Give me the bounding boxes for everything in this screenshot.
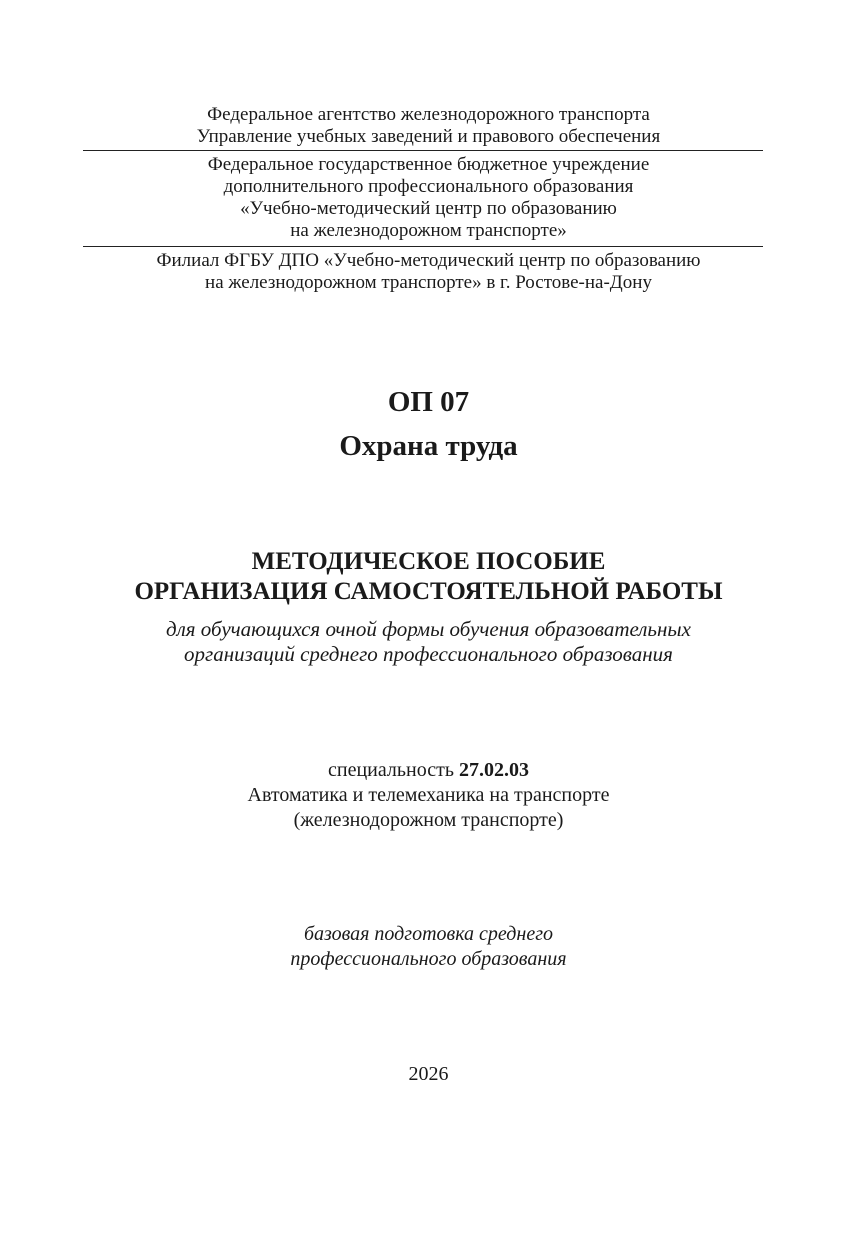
audience-line-1: для обучающихся очной формы обучения образовательных (166, 617, 691, 641)
specialty-label: специальность (328, 759, 459, 781)
document-type (0, 547, 857, 607)
specialty-name-line-1: Автоматика и телемеханика на транспорте (247, 784, 610, 806)
specialty-code-line (0, 758, 857, 783)
agency-name: Федеральное агентство железнодорожного транспорта (207, 104, 650, 125)
document-audience (0, 617, 857, 667)
training-level-line-1: базовая подготовка среднего (303, 923, 554, 945)
branch-header (0, 250, 857, 294)
specialty (0, 758, 857, 833)
institution-line-3: «Учебно-методический центр по образованию (240, 198, 617, 219)
institution-line-2: дополнительного профессионального образования (223, 176, 634, 197)
institution-line-1: Федеральное государственное бюджетное учреждение (207, 154, 650, 175)
agency-department: Управление учебных заведений и правового обеспечения (196, 126, 661, 147)
branch-line-1: Филиал ФГБУ ДПО «Учебно-методический центр по образованию (156, 250, 701, 271)
course-code: ОП 07 (387, 386, 470, 418)
document-type-line-2: ОРГАНИЗАЦИЯ САМОСТОЯТЕЛЬНОЙ РАБОТЫ (134, 578, 723, 605)
institution-header (0, 154, 857, 242)
branch-line-2: на железнодорожном транспорте» в г. Ростове-на-Дону (205, 272, 652, 293)
header-divider-top (83, 150, 763, 151)
agency-header (0, 104, 857, 148)
document-type-line-1: МЕТОДИЧЕСКОЕ ПОСОБИЕ (251, 548, 606, 575)
course-title: Охрана труда (339, 430, 518, 462)
audience-line-2: организаций среднего профессионального образования (184, 642, 673, 666)
header-divider-bottom (83, 246, 763, 247)
specialty-name-line-2: (железнодорожном транспорте) (293, 809, 564, 831)
institution-line-4: на железнодорожном транспорте» (290, 220, 567, 241)
specialty-code: 27.02.03 (458, 759, 529, 781)
training-level (0, 922, 857, 972)
publication-year: 2026 (408, 1063, 449, 1085)
training-level-line-2: профессионального образования (290, 948, 567, 970)
